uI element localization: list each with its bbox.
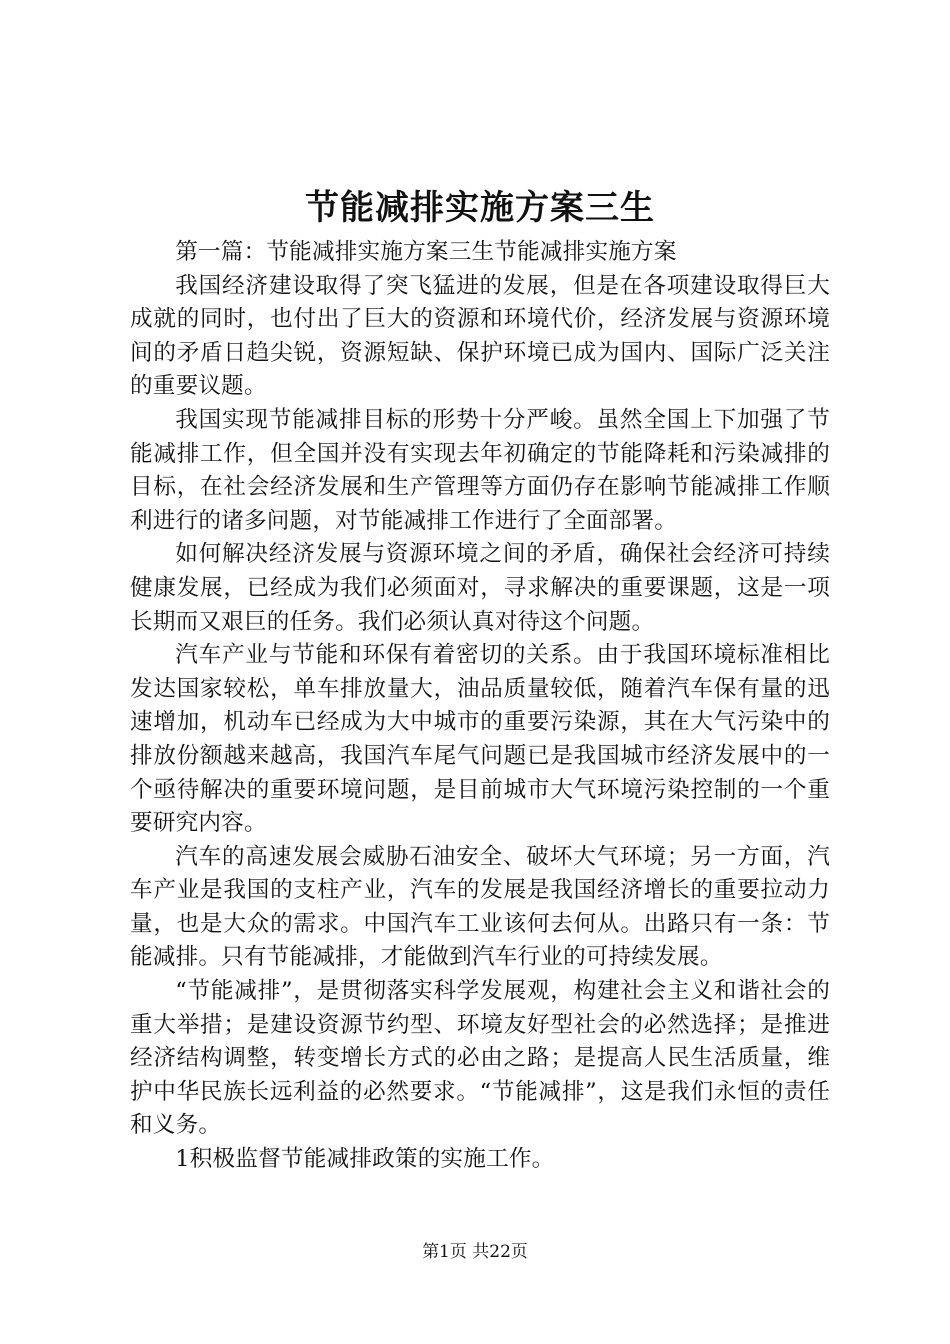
- document-page: [130, 180, 830, 1177]
- paragraph: 我国实现节能减排目标的形势十分严峻。虽然全国上下加强了节能减排工作，但全国并没有实现去年初确定的节能降耗和污染减排的目标，在社会经济发展和生产管理等方面仍存在影响节能减排工作顺利进行的诸多问题，对节能减排工作进行了全面部署。: [130, 406, 830, 534]
- paragraph: “节能减排”，是贯彻落实科学发展观，构建社会主义和谐社会的重大举措；是建设资源节约型、环境友好型社会的必然选择；是推进经济结构调整，转变增长方式的必由之路；是提高人民生活质量，维护中华民族长远利益的必然要求。“节能减排”，这是我们永恒的责任和义务。: [130, 978, 830, 1139]
- paragraph: 汽车产业与节能和环保有着密切的关系。由于我国环境标准相比发达国家较松，单车排放量大，油品质量较低，随着汽车保有量的迅速增加，机动车已经成为大中城市的重要污染源，其在大气污染中的排放份额越来越高，我国汽车尾气问题已是我国城市经济发展中的一个亟待解决的重要环境问题，是目前城市大气环境污染控制的一个重要研究内容。: [130, 642, 830, 837]
- paragraph: 1积极监督节能减排政策的实施工作。: [175, 1146, 555, 1173]
- paragraph: 第一篇：节能减排实施方案三生节能减排实施方案: [175, 239, 677, 265]
- paragraph: 我国经济建设取得了突飞猛进的发展，但是在各项建设取得巨大成就的同时，也付出了巨大的资源和环境代价，经济发展与资源环境间的矛盾日趋尖锐，资源短缺、保护环境已成为国内、国际广泛关注的重要议题。: [130, 272, 830, 400]
- document-body: [130, 236, 830, 1177]
- paragraph: 如何解决经济发展与资源环境之间的矛盾，确保社会经济可持续健康发展，已经成为我们必须面对，寻求解决的重要课题，这是一项长期而又艰巨的任务。我们必须认真对待这个问题。: [130, 541, 830, 635]
- page-footer: 第1页 共22页: [422, 1242, 528, 1262]
- paragraph: 汽车的高速发展会威胁石油安全、破坏大气环境；另一方面，汽车产业是我国的支柱产业，汽车的发展是我国经济增长的重要拉动力量，也是大众的需求。中国汽车工业该何去何从。出路只有一条：节能减排。只有节能减排，才能做到汽车行业的可持续发展。: [130, 843, 830, 971]
- document-title: 节能减排实施方案三生: [305, 188, 655, 228]
